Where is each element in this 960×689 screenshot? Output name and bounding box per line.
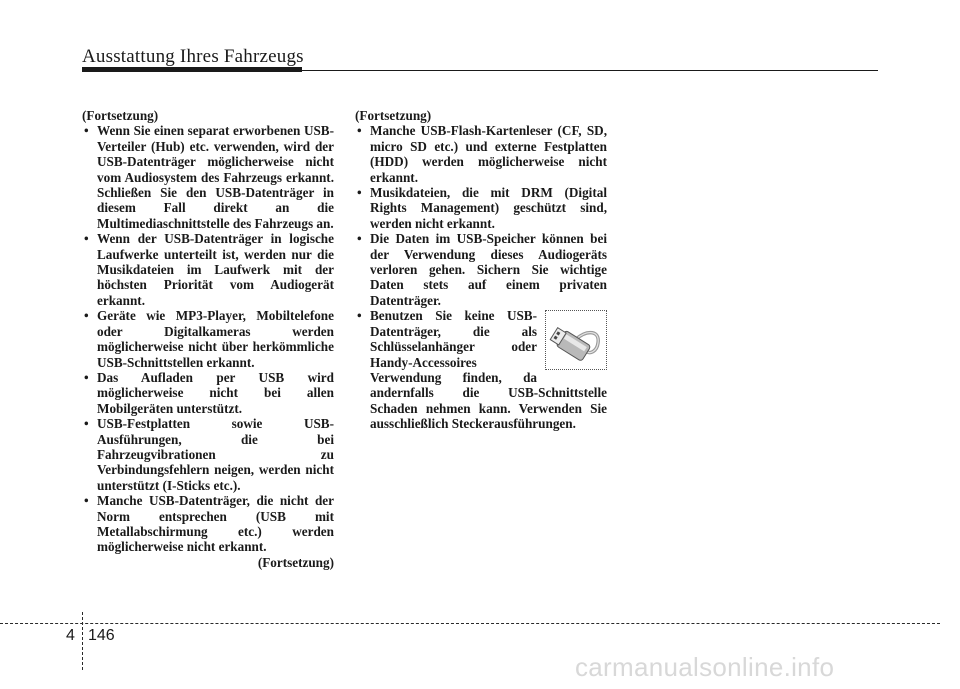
- usb-keychain-stick-icon: [546, 311, 606, 369]
- bullet-item: • Manche USB-Datenträger, die nicht der Norm entsprechen (USB mit Metallabschirmung etc.) werden möglicherweise nicht erkannt.: [82, 493, 334, 555]
- watermark: carmanualsonline.info: [575, 652, 835, 682]
- bullet-item: • Manche USB-Flash-Kartenleser (CF, SD, micro SD etc.) und externe Festplatten (HDD) werden möglicherweise nicht erkannt.: [355, 123, 607, 185]
- bullet-item: • Das Aufladen per USB wird möglicherweise nicht bei allen Mobilgeräten unterstützt.: [82, 370, 334, 416]
- continued-label-top-right: (Fortsetzung): [355, 108, 432, 123]
- page-number: 146: [88, 627, 115, 644]
- bullet-text: Benutzen Sie keine USB-Datenträger, die als Schlüsselanhänger oder Handy-Accessoires Verwendung finden, da andernfalls die USB-Schnittstelle Schaden nehmen kann. Verwenden Sie ausschließlich Steckerausführungen.: [370, 308, 607, 432]
- section-number: 4: [66, 627, 75, 644]
- bullet-item: • USB-Festplatten sowie USB-Ausführungen, die bei Fahrzeugvibrationen zu Verbindungsfehlern neigen, werden nicht unterstützt (I-Sticks etc.).: [82, 416, 334, 493]
- continued-label-top: (Fortsetzung): [82, 108, 159, 123]
- footer-rule: [0, 623, 940, 624]
- left-column: [82, 108, 334, 570]
- bullet-item: • Geräte wie MP3-Player, Mobiltelefone oder Digitalkameras werden möglicherweise nicht über herkömmliche USB-Schnittstellen erkannt.: [82, 308, 334, 370]
- bullet-item: • Musikdateien, die mit DRM (Digital Rights Management) geschützt sind, werden nicht erkannt.: [355, 185, 607, 231]
- footer-divider: [82, 612, 83, 670]
- header-title: Ausstattung Ihres Fahrzeugs: [82, 46, 304, 67]
- bullet-item: • Wenn der USB-Datenträger in logische Laufwerke unterteilt ist, werden nur die Musikdateien im Laufwerk mit der höchsten Priorität vom Audiogerät erkannt.: [82, 231, 334, 308]
- usb-keychain-figure: [545, 310, 607, 370]
- right-bullet-list: [355, 123, 607, 431]
- bullet-item-with-figure: [355, 308, 607, 431]
- right-column: [355, 108, 607, 432]
- bullet-item: • Die Daten im USB-Speicher können bei der Verwendung dieses Audiogeräts verloren gehen. Sichern Sie wichtige Daten stets auf einem privaten Datenträger.: [355, 231, 607, 308]
- header-rule-thick: [82, 67, 302, 72]
- header-rule-thin: [300, 70, 878, 72]
- continued-label-bottom: (Fortsetzung): [257, 554, 334, 570]
- bullet-item: • Wenn Sie einen separat erworbenen USB-Verteiler (Hub) etc. verwenden, wird der USB-Datenträger möglicherweise nicht vom Audiosystem des Fahrzeugs erkannt. Schließen Sie den USB-Datenträger in diesem Fall direkt an die Multimediaschnittstelle des Fahrzeugs an.: [82, 123, 334, 231]
- left-bullet-list: [82, 123, 334, 554]
